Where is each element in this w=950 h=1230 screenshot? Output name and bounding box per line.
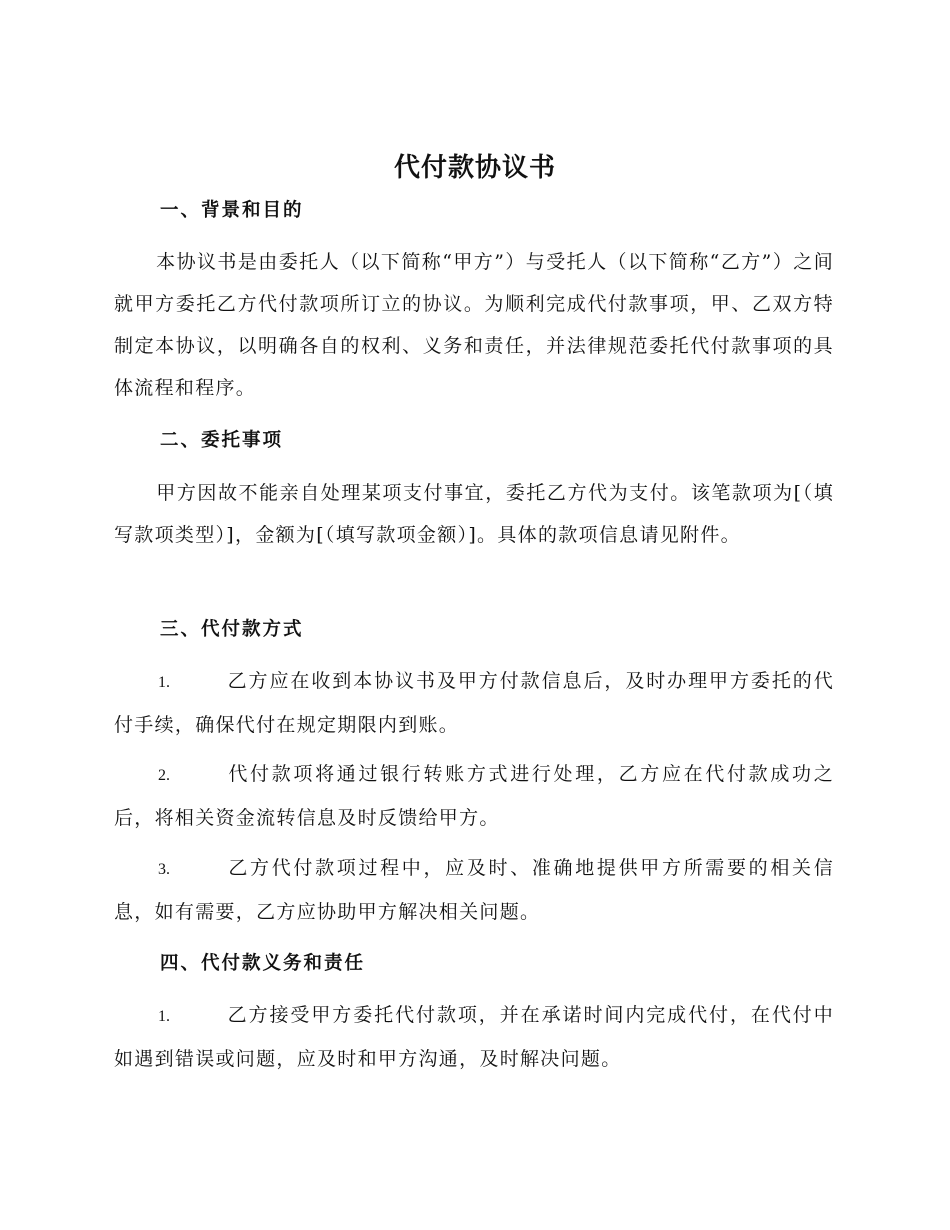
paragraph-text: 本协议书是由委托人（以下简称“甲方”）与受托人（以下简称“乙方”）之间就甲方委托乙方代付款项所订立的协议。为顺利完成代付款事项，甲、乙双方特制定本协议，以明确各自的权利、义务和责任，并法律规范委托代付款事项的具体流程和程序。 bbox=[114, 251, 834, 399]
list-item-text: 乙方接受甲方委托代付款项，并在承诺时间内完成代付，在代付中如遇到错误或问题，应及时和甲方沟通，及时解决问题。 bbox=[114, 1004, 834, 1070]
list-item bbox=[114, 847, 834, 933]
list-item-text: 乙方应在收到本协议书及甲方付款信息后，及时办理甲方委托的代付手续，确保代付在规定期限内到账。 bbox=[114, 670, 834, 736]
list-item-number: 2. bbox=[158, 767, 170, 784]
section-heading-obligations: 四、代付款义务和责任 bbox=[160, 953, 366, 974]
list-item bbox=[114, 660, 834, 746]
section-heading-entrustment: 二、委托事项 bbox=[160, 430, 284, 451]
list-item bbox=[114, 753, 834, 839]
document-title: 代付款协议书 bbox=[393, 153, 556, 183]
section-paragraph-entrustment bbox=[114, 472, 834, 556]
list-item bbox=[114, 994, 834, 1080]
list-item-number: 3. bbox=[158, 861, 170, 878]
list-item-text: 乙方代付款项过程中，应及时、准确地提供甲方所需要的相关信息，如有需要，乙方应协助甲方解决相关问题。 bbox=[114, 857, 834, 923]
section-paragraph-background bbox=[114, 241, 834, 409]
section-heading-payment-method: 三、代付款方式 bbox=[160, 619, 304, 640]
section-heading-background: 一、背景和目的 bbox=[160, 200, 304, 221]
list-item-number: 1. bbox=[158, 1008, 170, 1025]
list-item-number: 1. bbox=[158, 674, 170, 691]
list-item-text: 代付款项将通过银行转账方式进行处理，乙方应在代付款成功之后，将相关资金流转信息及时反馈给甲方。 bbox=[114, 763, 834, 829]
paragraph-text: 甲方因故不能亲自处理某项支付事宜，委托乙方代为支付。该笔款项为[（填写款项类型）]，金额为[（填写款项金额）]。具体的款项信息请见附件。 bbox=[114, 482, 834, 546]
